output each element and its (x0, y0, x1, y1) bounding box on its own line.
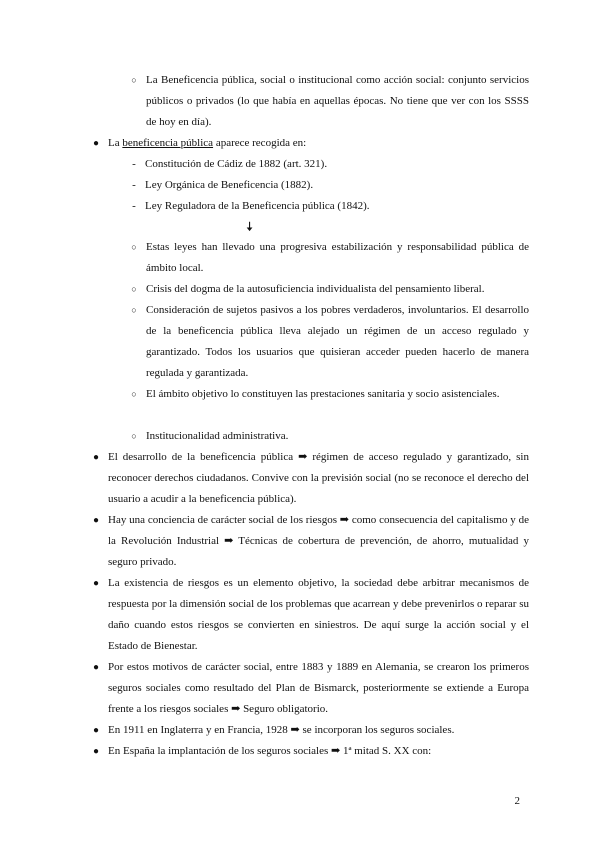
item-text: El desarrollo de la beneficencia pública ➡ régimen de acceso regulado y garantizado, sin reconocer derechos ciudadanos. Convive con la previsión social (no se reconoce el derecho del usuario a acudir a la beneficencia pública). (108, 451, 529, 505)
circle-bullet-icon: ○ (131, 305, 137, 315)
sub-list-item (131, 300, 529, 384)
sub-list-item (131, 237, 529, 279)
dash-list-item (132, 154, 529, 175)
sub-list-item (131, 279, 529, 300)
dash-bullet-icon: - (132, 158, 136, 170)
bullet-item (92, 720, 529, 741)
bullet-item (92, 510, 529, 573)
underlined-term: beneficencia pública (122, 137, 214, 149)
bullet-icon: ● (92, 746, 100, 757)
circle-bullet-icon: ○ (131, 431, 137, 441)
item-text: La Beneficencia pública, social o institucional como acción social: conjunto servicios públicos o privados (lo que había en aquellas épocas. No tiene que ver con los SSSS de hoy en día). (146, 74, 529, 128)
bullet-item (92, 741, 529, 762)
circle-bullet-icon: ○ (131, 242, 137, 252)
item-text: Crisis del dogma de la autosuficiencia individualista del pensamiento liberal. (146, 283, 485, 295)
bullet-item (92, 573, 529, 657)
bullet-icon: ● (92, 138, 100, 149)
circle-bullet-icon: ○ (131, 284, 137, 294)
item-text: Ley Reguladora de la Beneficencia pública (1842). (145, 200, 370, 212)
dash-list-item (132, 175, 529, 196)
bullet-icon: ● (92, 662, 100, 673)
page-number: 2 (514, 795, 520, 807)
sub-list-item (131, 426, 529, 447)
bullet-item (92, 657, 529, 720)
dash-list-item (132, 196, 529, 217)
item-text: Constitución de Cádiz de 1882 (art. 321). (145, 158, 328, 170)
bullet-icon: ● (92, 452, 100, 463)
item-text: Ley Orgánica de Beneficencia (1882). (145, 179, 314, 191)
item-text: La existencia de riesgos es un elemento objetivo, la sociedad debe arbitrar mecanismos de respuesta por la dimensión social de los problemas que acarrean y debe prevenirlos o reparar su daño cuando estos riesgos se convierten en siniestros. De aquí surge la acción social y el Estado de Bienestar. (108, 577, 529, 652)
item-text: En 1911 en Inglaterra y en Francia, 1928 ➡ se incorporan los seguros sociales. (108, 724, 455, 736)
item-text: El ámbito objetivo lo constituyen las prestaciones sanitaria y socio asistenciales. (146, 388, 500, 400)
item-text: Hay una conciencia de carácter social de los riesgos ➡ como consecuencia del capitalismo y de la Revolución Industrial ➡ Técnicas de cobertura de prevención, de ahorro, mutualidad y seguro privado. (108, 514, 529, 568)
sub-list-item (131, 384, 529, 405)
circle-bullet-icon: ○ (131, 75, 137, 85)
item-text: Estas leyes han llevado una progresiva estabilización y responsabilidad pública de ámbito local. (146, 241, 529, 274)
bullet-icon: ● (92, 725, 100, 736)
item-text: Consideración de sujetos pasivos a los pobres verdaderos, involuntarios. El desarrollo de la beneficencia pública lleva alejado un régimen de un acceso regulado y garantizado. Todos los usuarios que quisieran acceder pueden hacerlo de manera regulada y garantizada. (146, 304, 529, 379)
item-text: Institucionalidad administrativa. (146, 430, 289, 442)
item-text-pre: La (108, 137, 123, 149)
bullet-item (92, 133, 529, 154)
bullet-item (92, 447, 529, 510)
item-text-post: aparece recogida en: (213, 137, 307, 149)
down-arrow-icon: 🠇 (246, 219, 254, 234)
dash-bullet-icon: - (132, 179, 136, 191)
bullet-icon: ● (92, 578, 100, 589)
bullet-icon: ● (92, 515, 100, 526)
item-text: Por estos motivos de carácter social, entre 1883 y 1889 en Alemania, se crearon los primeros seguros sociales como resultado del Plan de Bismarck, posteriormente se extiende a Europa frente a los riesgos sociales ➡ Seguro obligatorio. (108, 661, 529, 715)
circle-bullet-icon: ○ (131, 389, 137, 399)
sub-list-item (131, 70, 529, 133)
dash-bullet-icon: - (132, 200, 136, 212)
item-text: En España la implantación de los seguros sociales ➡ 1ª mitad S. XX con: (108, 745, 432, 757)
